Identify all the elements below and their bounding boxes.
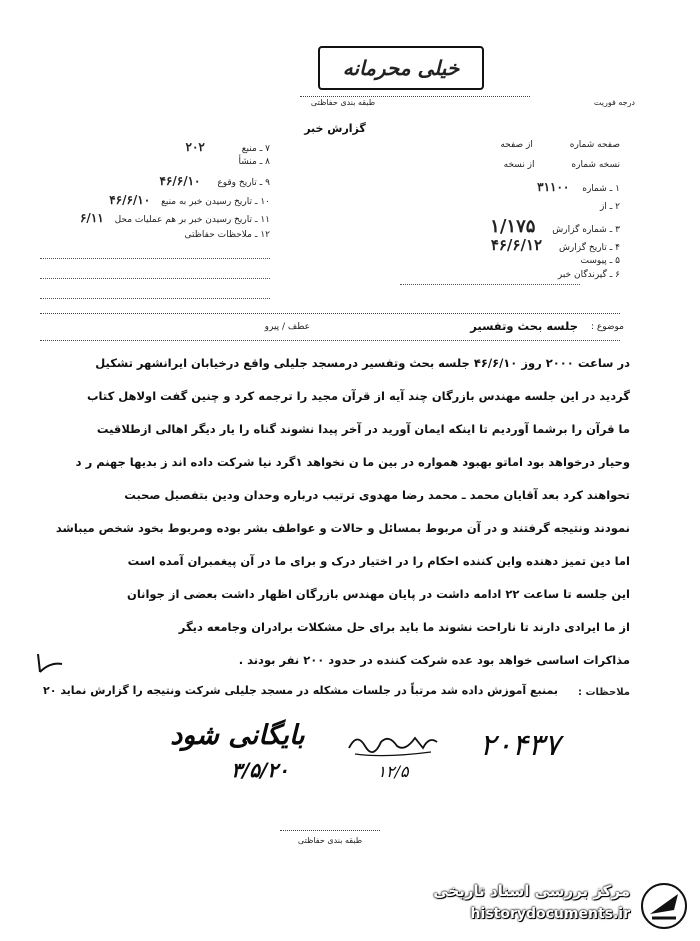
archive-date: ۳/۵/۲۰ xyxy=(231,758,289,782)
field-copy-number: نسخه شماره از نسخه xyxy=(503,160,620,170)
field-received-ops: ۱۱ ـ تاریخ رسیدن خبر بر هم عملیات محل ۶/۱۱ xyxy=(79,211,270,225)
body-line: اما دین تمیز دهنده واین کننده احکام را در اختیار درک و برای ما در آن پیغمبران آمده است xyxy=(127,554,630,568)
footer-classification-label: طبقه بندی حفاظتی xyxy=(297,836,363,845)
watermark-title: مرکز بررسی اسناد تاریخی xyxy=(433,882,630,900)
classification-stamp-text: خیلی محرمانه xyxy=(342,56,460,80)
notes-line-3 xyxy=(40,298,270,299)
notes-line-2 xyxy=(40,278,270,279)
notes-text: بمنبع آموزش داده شد مرتباً در جلسات مشکله در مسجد جلیلی شرکت ونتیجه را گزارش نماید ۲۰ xyxy=(43,684,558,697)
logo-icon xyxy=(638,880,690,932)
body-line: گردید در این جلسه مهندس بازرگان چند آیه از قرآن مجید را ترجمه کرد و چنین گفت اولاهل کتاب xyxy=(87,389,630,403)
notes-line-1 xyxy=(40,258,270,259)
degree-label: درجه فوریت xyxy=(593,98,635,107)
signature xyxy=(345,728,440,760)
attachment-ref-label: عطف / پیرو xyxy=(264,322,310,332)
body-line: تحواهند کرد بعد آقایان محمد ـ محمد رضا مهدوی ترتیب درباره وحدان ودین بتفصیل صحبت xyxy=(124,488,630,502)
watermark-url: historydocuments.ir xyxy=(470,906,630,922)
notes-label: ملاحظات : xyxy=(577,687,630,698)
field-security-notes: ۱۲ ـ ملاحظات حفاظتی xyxy=(184,230,270,240)
file-number: ۲۰۴۳۷ xyxy=(479,728,561,763)
form-title: گزارش خبر xyxy=(304,122,366,135)
recipients-line xyxy=(400,284,580,285)
body-line: نمودند ونتیجه گرفتند و در آن مربوط بمسائل و حالات و عواطف بشر بوده ومربوط بخود شخص میباشد xyxy=(55,521,630,535)
header-divider xyxy=(300,96,530,97)
watermark xyxy=(410,878,695,934)
margin-pen-mark xyxy=(30,650,70,680)
field-origin: ۸ ـ منشأ xyxy=(238,157,270,167)
body-line: وحیار درخواهد بود اماتو بهبود همواره در بین ما ن نخواهد ۱گرد نیا شرکت داده اند ز بدیها جهنم ر د xyxy=(75,455,630,469)
field-page-number: صفحه شماره از صفحه xyxy=(500,140,620,150)
field-event-date: ۹ ـ تاریخ وقوع ۴۶/۶/۱۰ xyxy=(159,174,270,188)
subject-underline xyxy=(40,340,620,341)
initials-date: ۱۲/۵ xyxy=(377,762,409,781)
field-report-date: ۴ ـ تاریخ گزارش ۴۶/۶/۱۲ xyxy=(490,236,620,254)
body-line: از ما ایرادی دارند تا ناراحت نشوند ما باید برای حل مشکلات برادران وجامعه دیگر xyxy=(178,620,630,634)
field-received-source: ۱۰ ـ تاریخ رسیدن خبر به منبع ۴۶/۶/۱۰ xyxy=(109,193,270,207)
classification-stamp xyxy=(318,46,484,90)
archive-note: بایگانی شود xyxy=(170,720,305,751)
body-line: مذاکرات اساسی خواهد بود عده شرکت کننده در حدود ۲۰۰ نفر بودند . xyxy=(238,653,630,667)
field-source: ۷ ـ منبع ۲۰۲ xyxy=(185,140,270,154)
field-attachment: ۵ ـ پیوست xyxy=(580,256,620,266)
field-from: ۲ ـ از xyxy=(599,202,620,212)
field-report-number: ۳ ـ شماره گزارش ۱/۱۷۵ xyxy=(490,216,620,237)
subject-label: موضوع : xyxy=(590,322,624,332)
subject-value: جلسه بحث وتفسیر xyxy=(470,319,578,333)
body-line: ما قرآن را برشما آوردیم تا اینکه ایمان آورید در آخر پیدا نشوند گناه را یار دیگر اهالی ازطلاقیت xyxy=(96,422,630,436)
footer-divider xyxy=(280,830,380,831)
field-number: ۱ ـ شماره ۳۱۱۰۰ xyxy=(537,180,620,194)
field-recipients: ۶ ـ گیرندگان خبر xyxy=(557,270,620,280)
subject-divider xyxy=(40,313,620,314)
body-line: در ساعت ۲۰۰۰ روز ۴۶/۶/۱۰ جلسه بحث وتفسیر درمسجد جلیلی واقع درخیابان ایرانشهر تشکیل xyxy=(95,356,630,370)
body-line: این جلسه تا ساعت ۲۲ ادامه داشت در پایان مهندس بازرگان اظهار داشت بعضی از جوانان xyxy=(127,587,630,601)
classification-label: طبقه بندی حفاظتی xyxy=(310,98,376,107)
